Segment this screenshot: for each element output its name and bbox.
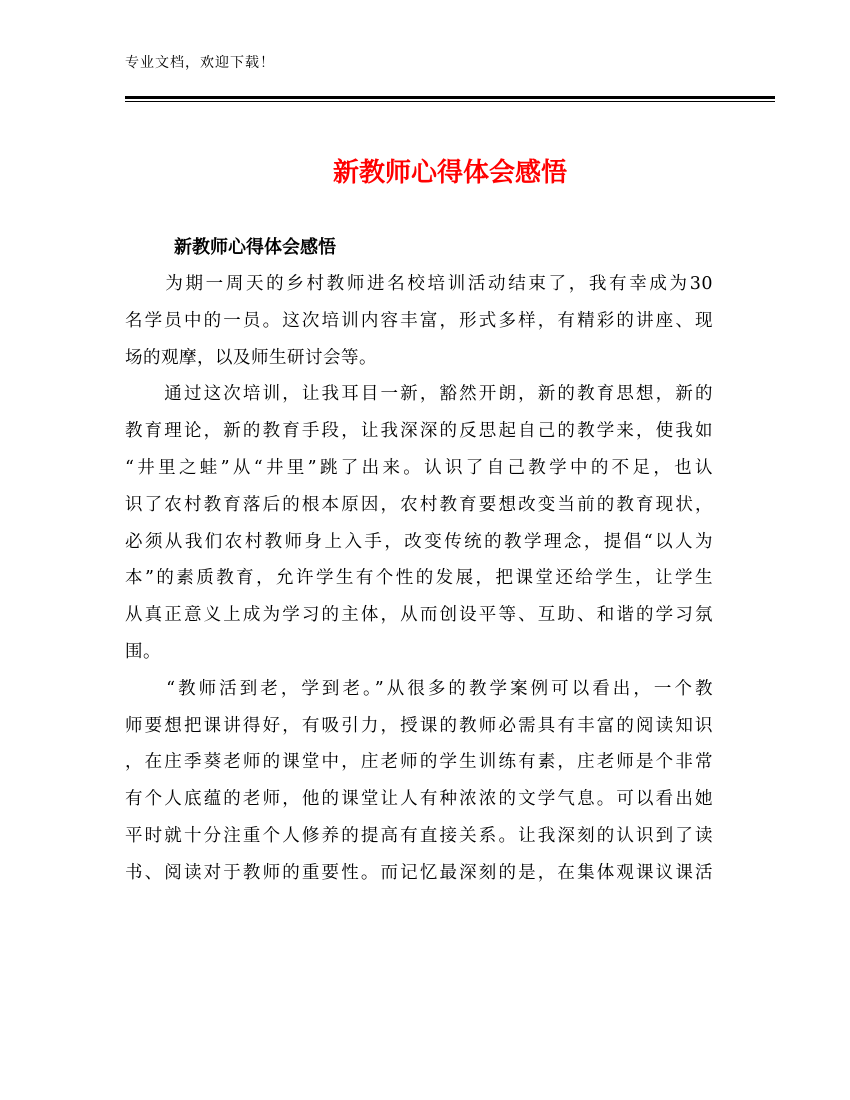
paragraph-line: 书、阅读对于教师的重要性。而记忆最深刻的是，在集体观课议课活 — [125, 862, 713, 883]
document-body — [125, 229, 713, 892]
paragraph-line: 平时就十分注重个人修养的提高有直接关系。让我深刻的认识到了读 — [125, 825, 713, 846]
paragraph-line: “教师活到老，学到老。”从很多的教学案例可以看出，一个教 — [125, 678, 713, 699]
paragraph-line: 本”的素质教育，允许学生有个性的发展，把课堂还给学生，让学生 — [125, 568, 713, 589]
paragraph-line: 师要想把课讲得好，有吸引力，授课的教师必需具有丰富的阅读知识 — [125, 715, 713, 736]
paragraph-3 — [125, 671, 713, 892]
paragraph-line: 场的观摩，以及师生研讨会等。 — [125, 347, 377, 368]
paragraph-line: 必须从我们农村教师身上入手，改变传统的教学理念，提倡“以人为 — [125, 531, 713, 552]
paragraph-line: 围。 — [125, 641, 161, 662]
page-header-text: 专业文档，欢迎下载！ — [125, 55, 275, 71]
paragraph-line: 有个人底蕴的老师，他的课堂让人有种浓浓的文学气息。可以看出她 — [125, 789, 713, 810]
paragraph-line: 教育理论，新的教育手段，让我深深的反思起自己的教学来，使我如 — [125, 421, 713, 442]
paragraph-line: “井里之蛙”从“井里”跳了出来。认识了自己教学中的不足，也认 — [125, 457, 713, 478]
paragraph-2 — [125, 376, 713, 670]
paragraph-line: ，在庄季葵老师的课堂中，庄老师的学生训练有素，庄老师是个非常 — [125, 752, 713, 773]
paragraph-1 — [125, 266, 713, 376]
document-subtitle: 新教师心得体会感悟 — [174, 237, 336, 258]
document-title: 新教师心得体会感悟 — [332, 158, 567, 188]
paragraph-line: 为期一周天的乡村教师进名校培训活动结束了，我有幸成为30 — [125, 274, 713, 294]
paragraph-line: 通过这次培训，让我耳目一新，豁然开朗，新的教育思想，新的 — [125, 384, 713, 405]
paragraph-line: 识了农村教育落后的根本原因，农村教育要想改变当前的教育现状， — [125, 494, 713, 515]
paragraph-line: 名学员中的一员。这次培训内容丰富，形式多样，有精彩的讲座、现 — [125, 310, 713, 331]
paragraph-line: 从真正意义上成为学习的主体，从而创设平等、互助、和谐的学习氛 — [125, 605, 713, 626]
header-divider — [125, 96, 775, 99]
